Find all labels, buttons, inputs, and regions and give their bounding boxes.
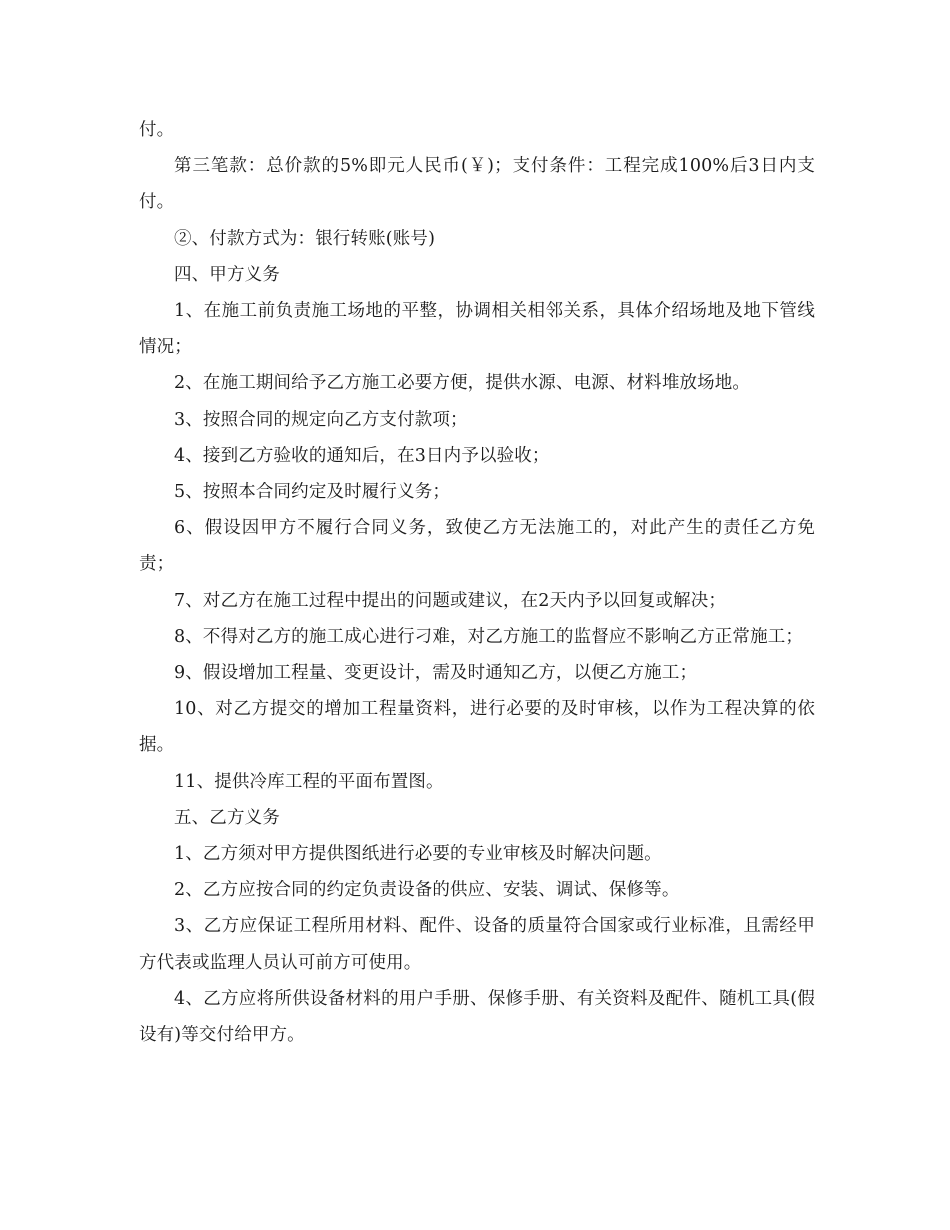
paragraph: 4、乙方应将所供设备材料的用户手册、保修手册、有关资料及配件、随机工具(假设有)等交付给甲方。 — [139, 988, 815, 1046]
paragraph: 1、乙方须对甲方提供图纸进行必要的专业审核及时解决问题。 — [174, 844, 662, 865]
paragraph: 2、乙方应按合同的约定负责设备的供应、安装、调试、保修等。 — [174, 880, 680, 901]
document-body — [139, 112, 815, 1053]
paragraph: ②、付款方式为：银行转账(账号) — [174, 228, 436, 249]
paragraph: 6、假设因甲方不履行合同义务，致使乙方无法施工的，对此产生的责任乙方免责； — [139, 518, 815, 575]
paragraph: 8、不得对乙方的施工成心进行刁难，对乙方施工的监督应不影响乙方正常施工； — [174, 626, 804, 647]
paragraph: 2、在施工期间给予乙方施工必要方便，提供水源、电源、材料堆放场地。 — [174, 373, 751, 394]
section-heading: 四、甲方义务 — [174, 264, 280, 285]
paragraph: 11、提供冷库工程的平面布置图。 — [174, 771, 444, 792]
paragraph: 7、对乙方在施工过程中提出的问题或建议，在2天内予以回复或解决； — [174, 590, 727, 611]
paragraph: 第三笔款：总价款的5%即元人民币(￥)；支付条件：工程完成100%后3日内支付。 — [139, 156, 815, 213]
paragraph: 10、对乙方提交的增加工程量资料，进行必要的及时审核，以作为工程决算的依据。 — [139, 699, 815, 756]
paragraph: 3、按照合同的规定向乙方支付款项； — [174, 409, 468, 430]
paragraph: 1、在施工前负责施工场地的平整，协调相关相邻关系，具体介绍场地及地下管线情况； — [139, 301, 815, 358]
paragraph: 9、假设增加工程量、变更设计，需及时通知乙方，以便乙方施工； — [174, 663, 698, 684]
paragraph: 4、接到乙方验收的通知后，在3日内予以验收； — [174, 445, 550, 466]
paragraph: 3、乙方应保证工程所用材料、配件、设备的质量符合国家或行业标准，且需经甲方代表或监理人员认可前方可使用。 — [139, 916, 815, 973]
paragraph: 付。 — [139, 120, 175, 140]
section-heading: 五、乙方义务 — [174, 807, 280, 828]
paragraph: 5、按照本合同约定及时履行义务； — [174, 482, 451, 503]
